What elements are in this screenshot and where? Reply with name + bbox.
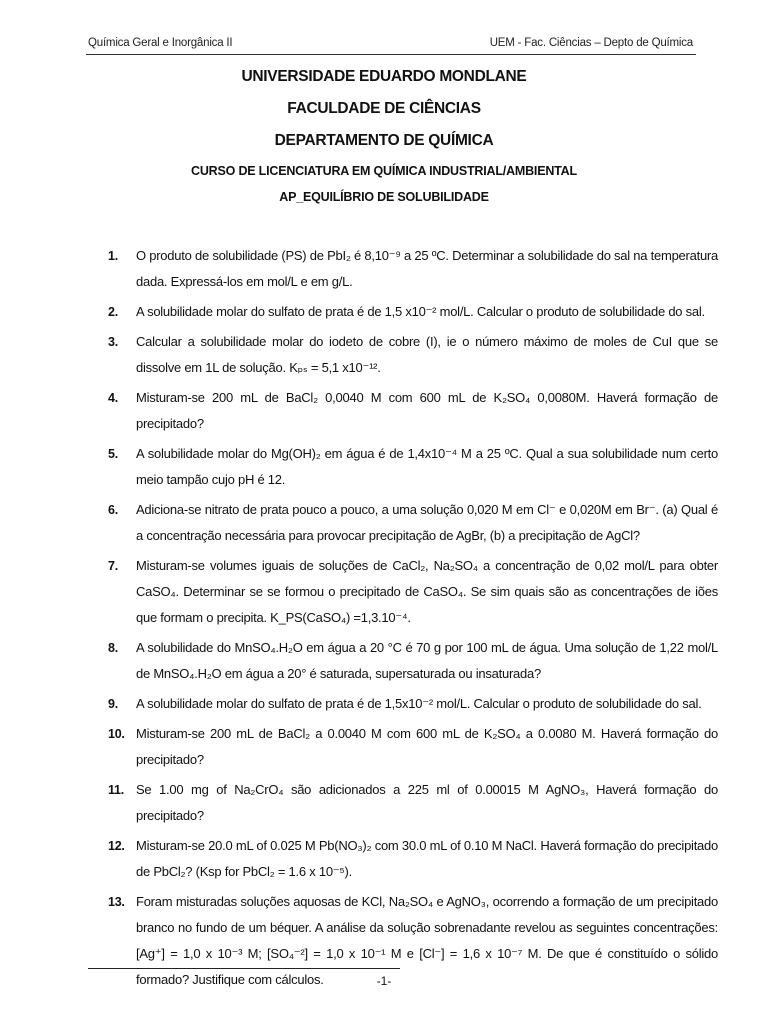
question-text: A solubilidade do MnSO₄.H₂O em água a 20 °C é 70 g por 100 mL de água. Uma solução de 1,22 mol/L de MnSO₄.H₂O em água a 20° é saturada, supersaturada ou insaturada?: [136, 640, 718, 681]
footer-rule: [88, 968, 400, 969]
question-item: [108, 243, 718, 295]
question-item: [108, 777, 718, 829]
question-number: 2.: [108, 305, 118, 319]
question-number: 5.: [108, 447, 118, 461]
department-title: DEPARTAMENTO DE QUÍMICA: [274, 132, 494, 149]
question-text: Adiciona-se nitrato de prata pouco a pouco, a uma solução 0,020 M em Cl⁻ e 0,020M em Br⁻. (a) Qual é a concentração necessária para provocar precipitação de AgBr, (b) a precipitação de AgCl?: [136, 502, 718, 543]
question-number: 6.: [108, 503, 118, 517]
question-item: [108, 497, 718, 549]
running-header: [88, 37, 693, 49]
question-text: Misturam-se 200 mL de BaCl₂ 0,0040 M com 600 mL de K₂SO₄ 0,0080M. Haverá formação de precipitado?: [136, 390, 718, 431]
question-item: [108, 721, 718, 773]
faculty-title: FACULDADE DE CIÊNCIAS: [287, 100, 481, 117]
page-number: -1-: [376, 974, 392, 988]
question-item: [108, 385, 718, 437]
title-block: [0, 67, 768, 215]
question-text: Misturam-se volumes iguais de soluções de CaCl₂, Na₂SO₄ a concentração de 0,02 mol/L para obter CaSO₄. Determinar se se formou o precipitado de CaSO₄. Se sim quais são as concentrações de iões que formam o precipita. K_PS(CaSO₄) =1,3.10⁻⁴.: [136, 558, 718, 625]
question-text: A solubilidade molar do sulfato de prata é de 1,5 x10⁻² mol/L. Calcular o produto de solubilidade do sal.: [136, 304, 705, 319]
question-text: A solubilidade molar do Mg(OH)₂ em água é de 1,4x10⁻⁴ M a 25 ºC. Qual a sua solubilidade num certo meio tampão cujo pH é 12.: [136, 446, 718, 487]
question-text: Se 1.00 mg of Na₂CrO₄ são adicionados a 225 ml of 0.00015 M AgNO₃, Haverá formação do precipitado?: [136, 782, 718, 823]
question-number: 3.: [108, 335, 118, 349]
question-number: 4.: [108, 391, 118, 405]
question-number: 9.: [108, 697, 118, 711]
question-item: [108, 329, 718, 381]
question-text: Misturam-se 20.0 mL of 0.025 M Pb(NO₃)₂ com 30.0 mL of 0.10 M NaCl. Haverá formação do precipitado de PbCl₂? (Ksp for PbCl₂ = 1.6 x 10⁻⁵).: [136, 838, 718, 879]
question-number: 11.: [108, 783, 124, 797]
question-item: [108, 635, 718, 687]
question-text: Calcular a solubilidade molar do iodeto de cobre (I), ie o número máximo de moles de CuI que se dissolve em 1L de solução. Kₚₛ = 5,1 x10⁻¹².: [136, 334, 718, 375]
question-item: [108, 299, 718, 325]
question-item: [108, 441, 718, 493]
question-list: [108, 243, 718, 997]
topic-title: AP_EQUILÍBRIO DE SOLUBILIDADE: [279, 190, 489, 204]
question-item: [108, 833, 718, 885]
course-title: CURSO DE LICENCIATURA EM QUÍMICA INDUSTRIAL/AMBIENTAL: [191, 164, 577, 178]
question-text: A solubilidade molar do sulfato de prata é de 1,5x10⁻² mol/L. Calcular o produto de solubilidade do sal.: [136, 696, 702, 711]
question-number: 10.: [108, 727, 125, 741]
header-rule: [86, 54, 696, 55]
question-number: 13.: [108, 895, 125, 909]
header-left: Química Geral e Inorgânica II: [88, 37, 233, 49]
question-number: 7.: [108, 559, 118, 573]
question-number: 8.: [108, 641, 118, 655]
question-number: 12.: [108, 839, 125, 853]
question-item: [108, 691, 718, 717]
question-item: [108, 553, 718, 631]
header-right: UEM - Fac. Ciências – Depto de Química: [489, 37, 693, 49]
question-number: 1.: [108, 249, 118, 263]
university-title: UNIVERSIDADE EDUARDO MONDLANE: [241, 68, 527, 85]
question-text: Misturam-se 200 mL de BaCl₂ a 0.0040 M com 600 mL de K₂SO₄ a 0.0080 M. Haverá formação do precipitado?: [136, 726, 718, 767]
question-text: Foram misturadas soluções aquosas de KCl, Na₂SO₄ e AgNO₃, ocorrendo a formação de um precipitado branco no fundo de um béquer. A análise da solução sobrenadante revelou as seguintes concentrações: [Ag⁺] = 1,0 x 10⁻³ M; [SO₄⁻²] = 1,0 x 10⁻¹ M e [Cl⁻] = 1,6 x 10⁻⁷ M. De que é constituído o sólido formado? Justifique com cálculos.: [136, 894, 718, 987]
question-text: O produto de solubilidade (PS) de PbI₂ é 8,10⁻⁹ a 25 ºC. Determinar a solubilidade do sal na temperatura dada. Expressá-los em mol/L e em g/L.: [136, 248, 718, 289]
